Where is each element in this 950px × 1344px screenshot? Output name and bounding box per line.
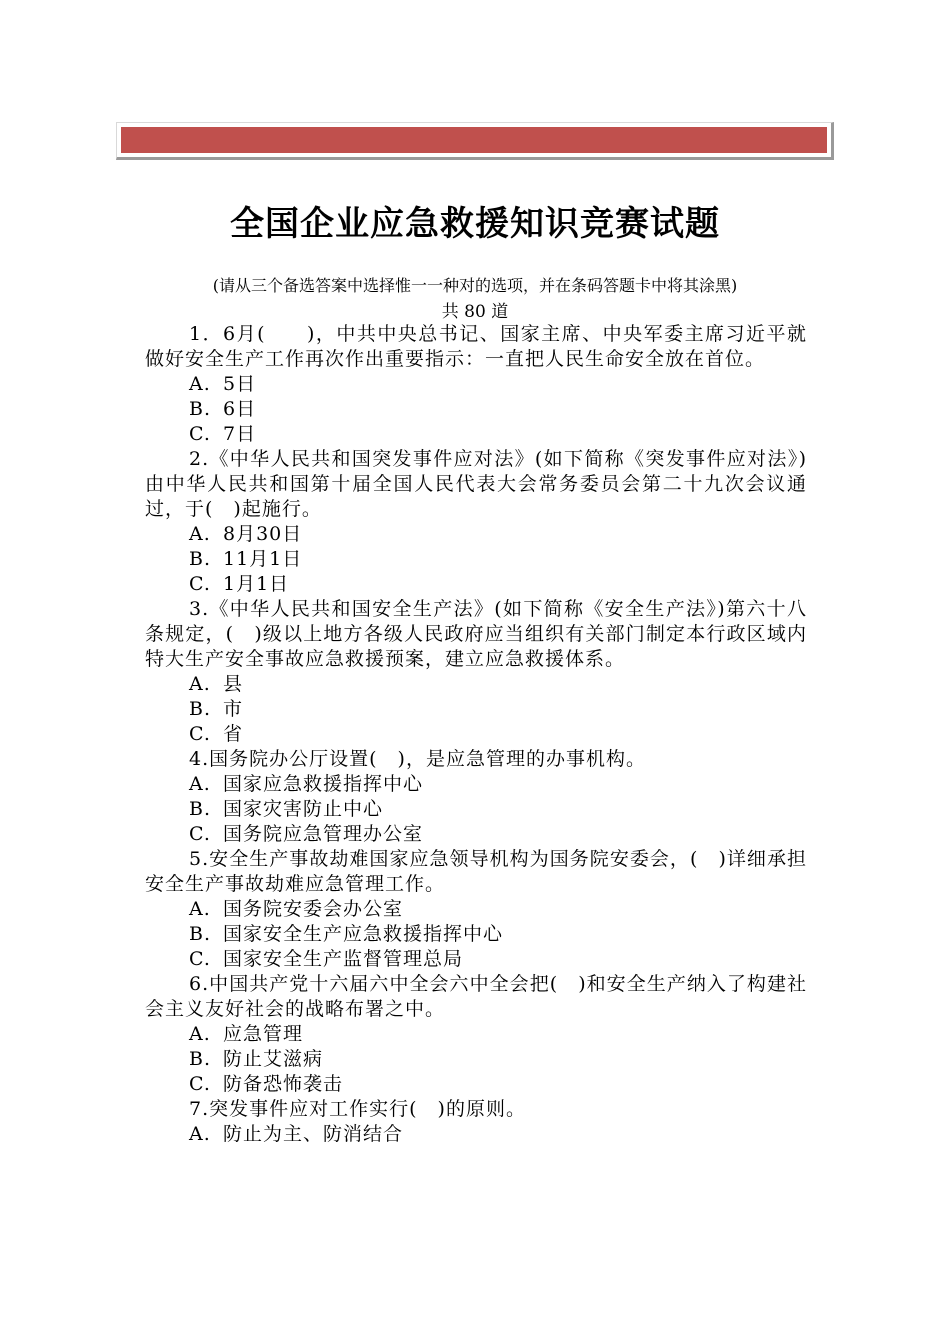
answer-option	[145, 947, 807, 972]
option-letter: A.	[189, 898, 211, 920]
option-letter: B.	[189, 923, 212, 945]
option-text: 应急管理	[223, 1023, 304, 1045]
header-banner	[116, 122, 834, 160]
option-letter: C.	[189, 1073, 211, 1095]
option-letter: B.	[189, 698, 212, 720]
answer-option	[145, 547, 807, 572]
option-text: 省	[223, 723, 244, 745]
option-text: 防备恐怖袭击	[223, 1073, 344, 1095]
option-text: 防止为主、防消结合	[223, 1123, 404, 1145]
question-count: 共 80 道	[441, 302, 509, 322]
answer-option	[145, 372, 807, 397]
option-letter: B.	[189, 548, 212, 570]
option-text: 国家灾害防止中心	[223, 798, 384, 820]
option-letter: A.	[189, 1023, 211, 1045]
option-text: 5日	[223, 373, 257, 395]
option-text: 国家安全生产监督管理总局	[223, 948, 464, 970]
option-text: 7日	[223, 423, 257, 445]
option-text: 国家安全生产应急救援指挥中心	[223, 923, 504, 945]
answer-option	[145, 672, 807, 697]
option-text: 防止艾滋病	[223, 1048, 324, 1070]
option-text: 1月1日	[223, 573, 290, 595]
question-list	[145, 322, 807, 1147]
option-letter: C.	[189, 723, 211, 745]
option-letter: C.	[189, 573, 211, 595]
answer-option	[145, 922, 807, 947]
question-text: 7.突发事件应对工作实行( )的原则。	[189, 1098, 526, 1120]
answer-option	[145, 397, 807, 422]
option-letter: A.	[189, 773, 211, 795]
question-text: 4.国务院办公厅设置( )，是应急管理的办事机构。	[189, 748, 646, 770]
answer-option	[145, 1072, 807, 1097]
option-text: 8月30日	[223, 523, 303, 545]
option-letter: A.	[189, 373, 211, 395]
instruction-text: (请从三个备选答案中选择惟一一种对的选项，并在条码答题卡中将其涂黑)	[212, 276, 738, 295]
option-letter: C.	[189, 948, 211, 970]
answer-option	[145, 722, 807, 747]
option-letter: A.	[189, 1123, 211, 1145]
option-letter: B.	[189, 398, 212, 420]
option-text: 11月1日	[223, 548, 303, 570]
question-text: 3.《中华人民共和国安全生产法》(如下简称《安全生产法》)第六十八条规定，( )级以上地方各级人民政府应当组织有关部门制定本行政区域内特大生产安全事故应急救援预案，建立应急救援体系。	[145, 598, 807, 670]
page-title: 全国企业应急救援知识竞赛试题	[230, 204, 720, 244]
option-letter: C.	[189, 823, 211, 845]
option-text: 市	[223, 698, 244, 720]
option-text: 国家应急救援指挥中心	[223, 773, 424, 795]
answer-option	[145, 1022, 807, 1047]
answer-option	[145, 697, 807, 722]
option-text: 国务院安委会办公室	[223, 898, 404, 920]
question-text: 1．6月( )，中共中央总书记、国家主席、中央军委主席习近平就做好安全生产工作再次作出重要指示：一直把人民生命安全放在首位。	[145, 323, 807, 370]
answer-option	[145, 1122, 807, 1147]
option-text: 县	[223, 673, 244, 695]
option-text: 6日	[223, 398, 257, 420]
answer-option	[145, 822, 807, 847]
option-letter: B.	[189, 1048, 212, 1070]
answer-option	[145, 772, 807, 797]
question-text: 5.安全生产事故劫难国家应急领导机构为国务院安委会，( )详细承担安全生产事故劫难应急管理工作。	[145, 848, 807, 895]
header-banner-fill	[121, 127, 827, 153]
option-letter: C.	[189, 423, 211, 445]
option-letter: A.	[189, 673, 211, 695]
answer-option	[145, 797, 807, 822]
option-letter: B.	[189, 798, 212, 820]
answer-option	[145, 1047, 807, 1072]
answer-option	[145, 572, 807, 597]
question-text: 6.中国共产党十六届六中全会六中全会把( )和安全生产纳入了构建社会主义友好社会的战略布署之中。	[145, 973, 807, 1020]
answer-option	[145, 522, 807, 547]
answer-option	[145, 422, 807, 447]
answer-option	[145, 897, 807, 922]
option-letter: A.	[189, 523, 211, 545]
option-text: 国务院应急管理办公室	[223, 823, 424, 845]
question-text: 2.《中华人民共和国突发事件应对法》(如下简称《突发事件应对法》)由中华人民共和国第十届全国人民代表大会常务委员会第二十九次会议通过，于( )起施行。	[145, 448, 807, 520]
